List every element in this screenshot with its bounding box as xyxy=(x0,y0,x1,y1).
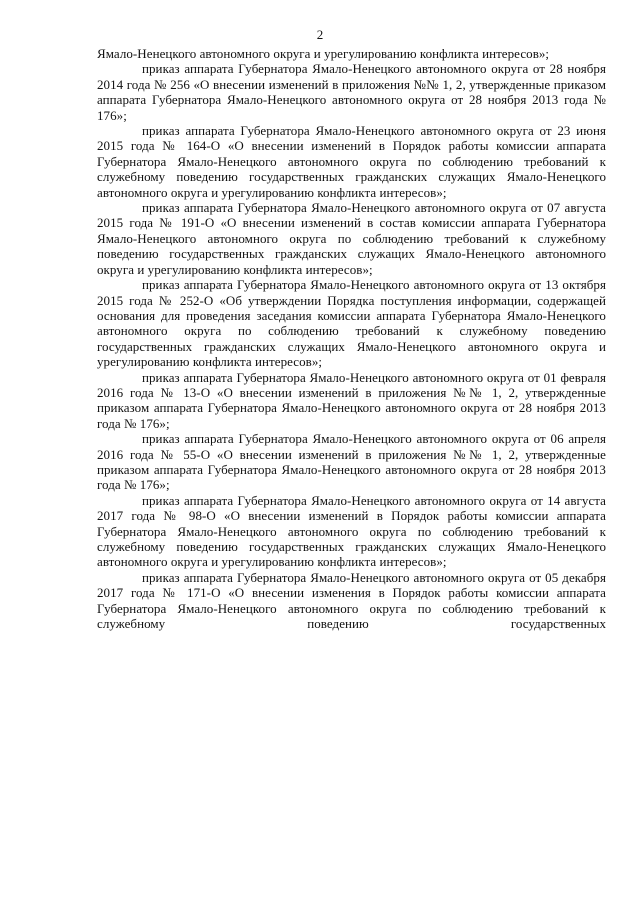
list-item-order-2015-191: приказ аппарата Губернатора Ямало-Ненецкого автономного округа от 07 августа 2015 года № 191-О «О внесении изменений в состав комиссии аппарата Губернатора Ямало-Ненецкого автономного округа по соблюдению требований к служебному поведению государственных гражданских служащих Ямало-Ненецкого автономного округа и урегулированию конфликта интересов»; xyxy=(97,200,606,277)
document-body xyxy=(97,46,606,631)
list-item-order-2014-256: приказ аппарата Губернатора Ямало-Ненецкого автономного округа от 28 ноября 2014 года № 256 «О внесении изменений в приложения №№ 1, 2, утвержденные приказом аппарата Губернатора Ямало-Ненецкого автономного округа от 28 ноября 2013 года № 176»; xyxy=(97,61,606,123)
list-item-order-2016-55: приказ аппарата Губернатора Ямало-Ненецкого автономного округа от 06 апреля 2016 года № 55-О «О внесении изменений в приложения №№ 1, 2, утвержденные приказом аппарата Губернатора Ямало-Ненецкого автономного округа от 28 ноября 2013 года № 176»; xyxy=(97,431,606,493)
page-number: 2 xyxy=(316,27,324,42)
paragraph-continuation: Ямало-Ненецкого автономного округа и урегулированию конфликта интересов»; xyxy=(97,46,550,61)
list-item-order-2017-171: приказ аппарата Губернатора Ямало-Ненецкого автономного округа от 05 декабря 2017 года № 171-О «О внесении изменения в Порядок работы комиссии аппарата Губернатора Ямало-Ненецкого автономного округа по соблюдению требований к служебному поведению государственных xyxy=(97,569,606,632)
list-item-order-2017-98: приказ аппарата Губернатора Ямало-Ненецкого автономного округа от 14 августа 2017 года № 98-О «О внесении изменений в Порядок работы комиссии аппарата Губернатора Ямало-Ненецкого автономного округа по соблюдению требований к служебному поведению государственных гражданских служащих Ямало-Ненецкого автономного округа и урегулированию конфликта интересов»; xyxy=(97,492,606,570)
list-item-order-2015-164: приказ аппарата Губернатора Ямало-Ненецкого автономного округа от 23 июня 2015 года № 164-О «О внесении изменений в Порядок работы комиссии аппарата Губернатора Ямало-Ненецкого автономного округа по соблюдению требований к служебному поведению государственных гражданских служащих Ямало-Ненецкого автономного округа и урегулированию конфликта интересов»; xyxy=(97,123,606,200)
list-item-order-2015-252: приказ аппарата Губернатора Ямало-Ненецкого автономного округа от 13 октября 2015 года № 252-О «Об утверждении Порядка поступления информации, содержащей основания для проведения заседания комиссии аппарата Губернатора Ямало-Ненецкого автономного округа по соблюдению требований к служебному поведению государственных гражданских служащих Ямало-Ненецкого автономного округа и урегулированию конфликта интересов»; xyxy=(97,277,606,370)
list-item-order-2016-13: приказ аппарата Губернатора Ямало-Ненецкого автономного округа от 01 февраля 2016 года № 13-О «О внесении изменений в приложения №№ 1, 2, утвержденные приказом аппарата Губернатора Ямало-Ненецкого автономного округа от 28 ноября 2013 года № 176»; xyxy=(97,369,606,431)
